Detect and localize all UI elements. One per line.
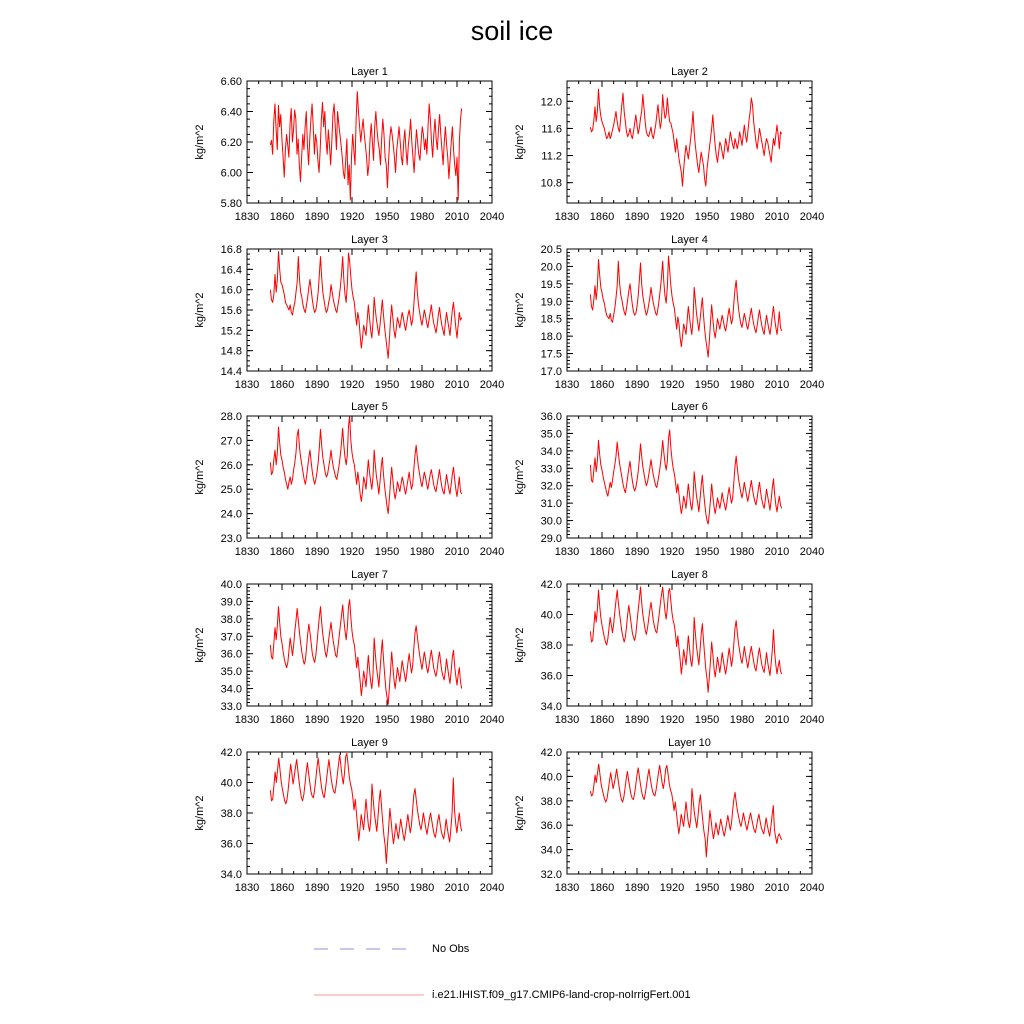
layer-8-x-tick-label: 2040	[799, 714, 825, 726]
layer-8-x-tick-label: 1860	[589, 714, 615, 726]
layer-1-y-tick-label: 6.20	[220, 137, 242, 149]
layer-5-y-tick-label: 25.0	[220, 484, 242, 497]
layer-7-y-tick-label: 33.0	[220, 701, 242, 713]
layer-7-y-tick-label: 38.0	[220, 613, 242, 626]
layer-2-x-tick-label: 2010	[764, 211, 790, 223]
layer-5-y-tick-label: 24.0	[220, 508, 242, 521]
layer-10-y-tick-label: 38.0	[540, 795, 562, 808]
layer-9-x-tick-label: 2040	[479, 882, 505, 894]
layer-8-y-tick-label: 34.0	[540, 701, 562, 713]
layer-2-y-tick-label: 11.6	[541, 123, 562, 136]
layer-9-x-tick-label: 1950	[374, 882, 400, 894]
layer-9-x-tick-label: 1890	[304, 882, 330, 894]
layer-8-x-tick-label: 1830	[554, 714, 580, 726]
layer-1-x-tick-label: 1860	[269, 211, 295, 223]
layer-5-plot	[194, 401, 504, 558]
layer-7-x-tick-label: 1980	[409, 714, 435, 726]
layer-3-x-tick-label: 1830	[234, 379, 260, 391]
layer-10-x-tick-label: 2040	[799, 882, 825, 894]
layer-9-plot	[194, 737, 504, 894]
layer-1-x-tick-label: 1830	[234, 211, 260, 223]
layer-6-x-tick-label: 1830	[554, 546, 580, 558]
layer-3-y-tick-label: 15.6	[220, 305, 242, 317]
layer-2-y-tick-label: 11.2	[541, 150, 562, 163]
layer-10-y-tick-label: 42.0	[540, 747, 562, 759]
layer-1-y-tick-label: 5.80	[220, 198, 242, 210]
legend-model-label: i.e21.IHIST.f09_g17.CMIP6-land-crop-noIrrigFert.001	[432, 989, 691, 1001]
layer-4-x-tick-label: 1830	[554, 379, 580, 391]
layer-9-x-tick-label: 1830	[234, 882, 260, 894]
layer-7-series-1-line	[270, 600, 461, 705]
layer-8-y-tick-label: 40.0	[540, 609, 562, 622]
layer-5-x-tick-label: 1920	[339, 546, 365, 558]
layer-6-title: Layer 6	[671, 401, 708, 413]
layer-6-y-tick-label: 34.0	[540, 445, 562, 458]
layer-1-y-tick-label: 6.00	[220, 167, 242, 180]
layer-4-y-tick-label: 17.5	[540, 348, 562, 361]
layer-5-x-tick-label: 1890	[304, 546, 330, 558]
layer-8-x-tick-label: 1920	[659, 714, 685, 726]
layer-1-x-tick-label: 2040	[479, 211, 505, 223]
layer-10-axes-frame	[567, 752, 812, 874]
layer-9-x-tick-label: 1980	[409, 882, 435, 894]
layer-7-y-tick-label: 36.0	[220, 648, 242, 661]
layer-1-x-tick-label: 2010	[444, 211, 470, 223]
layer-4-axes-frame	[567, 249, 812, 371]
layer-2-x-tick-label: 1860	[589, 211, 615, 223]
layer-5-x-tick-label: 2040	[479, 546, 505, 558]
layer-9-ylabel: kg/m^2	[194, 795, 206, 831]
layer-3-y-tick-label: 16.4	[220, 264, 242, 277]
layer-8-y-tick-label: 42.0	[540, 579, 562, 591]
layer-2-x-tick-label: 2040	[799, 211, 825, 223]
layer-8-x-tick-label: 1980	[729, 714, 755, 726]
layer-4-plot	[514, 234, 824, 391]
layer-5-axes-frame	[247, 416, 492, 538]
layer-9-y-tick-label: 40.0	[220, 777, 242, 790]
layer-4-y-tick-label: 19.5	[540, 278, 562, 291]
layer-2-x-tick-label: 1890	[624, 211, 650, 223]
layer-10-y-tick-label: 36.0	[540, 820, 562, 833]
layer-7-y-tick-label: 35.0	[220, 666, 242, 679]
layer-1-title: Layer 1	[351, 66, 388, 78]
layer-5-y-tick-label: 28.0	[220, 411, 242, 423]
layer-4-y-tick-label: 20.0	[540, 261, 562, 274]
layer-3-title: Layer 3	[351, 234, 388, 246]
layer-10-x-tick-label: 2010	[764, 882, 790, 894]
layer-10-plot	[514, 737, 824, 894]
layer-7-y-tick-label: 39.0	[220, 596, 242, 609]
layer-7-x-tick-label: 1860	[269, 714, 295, 726]
layer-3-y-tick-label: 16.8	[220, 244, 242, 256]
layer-7-x-tick-label: 1950	[374, 714, 400, 726]
layer-9-series-1-line	[270, 754, 461, 864]
layer-9-y-tick-label: 36.0	[220, 838, 242, 851]
layer-10-x-tick-label: 1890	[624, 882, 650, 894]
layer-2-x-tick-label: 1950	[694, 211, 720, 223]
figure-title: soil ice	[470, 16, 554, 46]
layer-4-ylabel: kg/m^2	[514, 292, 526, 328]
layer-3-y-tick-label: 14.4	[220, 366, 242, 378]
layer-6-y-tick-label: 31.0	[540, 498, 562, 511]
layer-3-y-tick-label: 15.2	[220, 325, 242, 338]
layer-6-ylabel: kg/m^2	[514, 459, 526, 495]
layer-1-x-tick-label: 1980	[409, 211, 435, 223]
layer-6-plot	[514, 401, 824, 558]
layer-6-y-tick-label: 33.0	[540, 463, 562, 476]
layer-4-y-tick-label: 19.0	[540, 296, 562, 309]
layer-2-plot	[514, 66, 824, 223]
layer-5-x-tick-label: 1830	[234, 546, 260, 558]
layer-1-ylabel: kg/m^2	[194, 124, 206, 160]
layer-1-plot	[194, 66, 504, 223]
layer-1-x-tick-label: 1950	[374, 211, 400, 223]
layer-1-x-tick-label: 1890	[304, 211, 330, 223]
layer-6-y-tick-label: 35.0	[540, 428, 562, 441]
layer-7-x-tick-label: 2040	[479, 714, 505, 726]
layer-10-x-tick-label: 1950	[694, 882, 720, 894]
layer-10-x-tick-label: 1860	[589, 882, 615, 894]
layer-10-series-1-line	[590, 764, 781, 857]
layer-4-x-tick-label: 2040	[799, 379, 825, 391]
layer-5-series-1-line	[270, 416, 461, 514]
layer-8-x-tick-label: 1950	[694, 714, 720, 726]
layer-7-y-tick-label: 37.0	[220, 631, 242, 644]
layer-3-series-1-line	[270, 252, 461, 359]
layer-2-title: Layer 2	[671, 66, 708, 78]
layer-9-x-tick-label: 1860	[269, 882, 295, 894]
layer-1-x-tick-label: 1920	[339, 211, 365, 223]
layer-1-y-tick-label: 6.60	[220, 76, 242, 88]
layer-9-x-tick-label: 1920	[339, 882, 365, 894]
layer-3-x-tick-label: 2040	[479, 379, 505, 391]
layer-2-series-1-line	[590, 89, 781, 186]
layer-4-x-tick-label: 1980	[729, 379, 755, 391]
layer-6-x-tick-label: 1920	[659, 546, 685, 558]
layer-5-ylabel: kg/m^2	[194, 459, 206, 495]
layer-6-x-tick-label: 2010	[764, 546, 790, 558]
layer-3-ylabel: kg/m^2	[194, 292, 206, 328]
layer-4-series-1-line	[590, 256, 781, 357]
layer-3-axes-frame	[247, 249, 492, 371]
layer-4-x-tick-label: 1950	[694, 379, 720, 391]
layer-8-series-1-line	[590, 587, 781, 692]
layer-2-x-tick-label: 1920	[659, 211, 685, 223]
layer-4-x-tick-label: 1920	[659, 379, 685, 391]
legend-model-line	[312, 988, 428, 1002]
layer-4-y-tick-label: 20.5	[540, 244, 562, 256]
layer-2-y-tick-label: 12.0	[540, 96, 562, 109]
layer-7-title: Layer 7	[351, 569, 388, 581]
layer-5-title: Layer 5	[351, 401, 388, 413]
layer-10-title: Layer 10	[668, 737, 711, 749]
layer-3-x-tick-label: 2010	[444, 379, 470, 391]
layer-3-x-tick-label: 1890	[304, 379, 330, 391]
layer-10-y-tick-label: 32.0	[540, 869, 562, 881]
layer-5-x-tick-label: 2010	[444, 546, 470, 558]
layer-2-y-tick-label: 10.8	[540, 177, 562, 190]
layer-3-x-tick-label: 1980	[409, 379, 435, 391]
layer-9-y-tick-label: 34.0	[220, 869, 242, 881]
layer-5-y-tick-label: 26.0	[220, 459, 242, 472]
layer-5-y-tick-label: 23.0	[220, 533, 242, 545]
layer-5-y-tick-label: 27.0	[220, 435, 242, 448]
layer-9-x-tick-label: 2010	[444, 882, 470, 894]
layer-4-x-tick-label: 2010	[764, 379, 790, 391]
layer-6-y-tick-label: 32.0	[540, 480, 562, 493]
layer-6-x-tick-label: 1860	[589, 546, 615, 558]
layer-10-x-tick-label: 1980	[729, 882, 755, 894]
legend-no-obs-label: No Obs	[432, 943, 470, 955]
legend-no-obs-line	[312, 942, 422, 956]
layer-6-x-tick-label: 1980	[729, 546, 755, 558]
layer-9-title: Layer 9	[351, 737, 388, 749]
layer-7-y-tick-label: 40.0	[220, 579, 242, 591]
layer-4-y-tick-label: 18.5	[540, 313, 562, 326]
layer-2-x-tick-label: 1980	[729, 211, 755, 223]
layer-5-x-tick-label: 1950	[374, 546, 400, 558]
layer-7-x-tick-label: 2010	[444, 714, 470, 726]
layer-7-ylabel: kg/m^2	[194, 627, 206, 663]
layer-7-x-tick-label: 1920	[339, 714, 365, 726]
layer-6-y-tick-label: 36.0	[540, 411, 562, 423]
layer-9-y-tick-label: 42.0	[220, 747, 242, 759]
layer-3-x-tick-label: 1920	[339, 379, 365, 391]
layer-10-x-tick-label: 1830	[554, 882, 580, 894]
layer-8-x-tick-label: 2010	[764, 714, 790, 726]
layer-4-y-tick-label: 17.0	[540, 366, 562, 378]
layer-7-x-tick-label: 1830	[234, 714, 260, 726]
layer-9-y-tick-label: 38.0	[220, 808, 242, 820]
layer-7-y-tick-label: 34.0	[220, 683, 242, 696]
layer-8-title: Layer 8	[671, 569, 708, 581]
layer-3-x-tick-label: 1860	[269, 379, 295, 391]
layer-4-x-tick-label: 1860	[589, 379, 615, 391]
layer-4-y-tick-label: 18.0	[540, 331, 562, 344]
layer-4-title: Layer 4	[671, 234, 708, 246]
layer-10-ylabel: kg/m^2	[514, 795, 526, 831]
layer-10-y-tick-label: 40.0	[540, 771, 562, 784]
layer-3-y-tick-label: 16.0	[220, 284, 242, 297]
layer-3-y-tick-label: 14.8	[220, 345, 242, 358]
layer-1-series-1-line	[270, 92, 461, 200]
layer-5-x-tick-label: 1860	[269, 546, 295, 558]
layer-8-y-tick-label: 38.0	[540, 640, 562, 652]
layer-10-y-tick-label: 34.0	[540, 844, 562, 857]
layer-6-x-tick-label: 1950	[694, 546, 720, 558]
layer-4-x-tick-label: 1890	[624, 379, 650, 391]
layer-6-x-tick-label: 2040	[799, 546, 825, 558]
layer-3-plot	[194, 234, 504, 391]
layer-5-x-tick-label: 1980	[409, 546, 435, 558]
layer-7-x-tick-label: 1890	[304, 714, 330, 726]
layer-6-y-tick-label: 29.0	[540, 533, 562, 545]
layer-8-x-tick-label: 1890	[624, 714, 650, 726]
layer-2-ylabel: kg/m^2	[514, 124, 526, 160]
layer-2-x-tick-label: 1830	[554, 211, 580, 223]
layer-6-series-1-line	[590, 430, 781, 524]
layer-6-x-tick-label: 1890	[624, 546, 650, 558]
layer-7-axes-frame	[247, 584, 492, 706]
layer-10-x-tick-label: 1920	[659, 882, 685, 894]
layer-8-plot	[514, 569, 824, 726]
layer-6-axes-frame	[567, 416, 812, 538]
layer-7-plot	[194, 569, 504, 726]
layer-1-y-tick-label: 6.40	[220, 106, 242, 119]
layer-6-y-tick-label: 30.0	[540, 515, 562, 528]
layer-3-x-tick-label: 1950	[374, 379, 400, 391]
layer-8-y-tick-label: 36.0	[540, 670, 562, 683]
layer-8-ylabel: kg/m^2	[514, 627, 526, 663]
